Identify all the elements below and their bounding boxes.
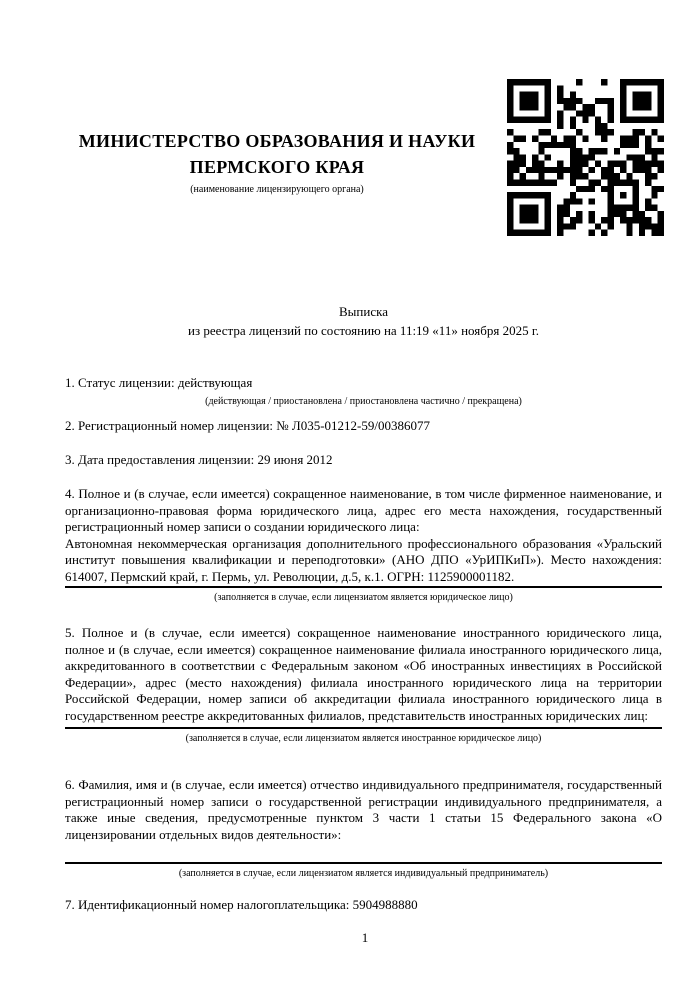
ministry-name-line1: МИНИСТЕРСТВО ОБРАЗОВАНИЯ И НАУКИ: [78, 131, 476, 151]
qr-code: [507, 79, 664, 236]
document-title: [65, 303, 662, 340]
legal-entity-intro: 4. Полное и (в случае, если имеется) сокращенное наименование, в том числе фирменное наименование, и организационно-правовая форма юридического лица, адрес его места нахождения, государственный регистрационный номер записи о создании юридического лица:: [65, 486, 662, 534]
item-license-status: [65, 375, 662, 408]
license-status-text: 1. Статус лицензии: действующая: [65, 375, 253, 390]
page-number: 1: [361, 930, 369, 945]
authority-caption: (наименование лицензирующего органа): [190, 184, 364, 195]
legal-entity-value: Автономная некоммерческая организация дополнительного профессионального образования «Уральский институт повышения квалификации и переподготовки» (АНО ДПО «УрИПКиП»). Место нахождения: 614007, Пермский край, г. Пермь, ул. Революции, д.5, к.1. ОГРН: 1125900001182.: [65, 536, 662, 589]
entrepreneur-blank-field: [65, 843, 662, 864]
foreign-entity-blank-field: [65, 724, 662, 729]
item-grant-date: [65, 452, 662, 469]
item-entrepreneur: [65, 777, 662, 880]
license-status-options-caption: (действующая / приостановлена / приостановлена частично / прекращена): [205, 395, 522, 407]
entrepreneur-caption: (заполняется в случае, если лицензиатом является индивидуальный предприниматель): [178, 868, 549, 879]
entrepreneur-intro: 6. Фамилия, имя и (в случае, если имеется) отчество индивидуального предпринимателя, государственный регистрационный номер записи о государственной регистрации индивидуального предпринимателя, а также иные сведения, предусмотренные пунктом 3 части 1 статьи 15 Федерального закона «О лицензировании отдельных видов деятельности»:: [65, 777, 662, 842]
document-title-line2: из реестра лицензий по состоянию на 11:19 «11» ноября 2025 г.: [188, 322, 539, 338]
grant-date-text: 3. Дата предоставления лицензии: 29 июня 2012: [65, 452, 333, 467]
ministry-name-line2: ПЕРМСКОГО КРАЯ: [189, 157, 365, 177]
registration-number-text: 2. Регистрационный номер лицензии: № Л035-01212-59/00386077: [65, 418, 431, 433]
document-title-line1: Выписка: [339, 304, 388, 319]
item-legal-entity: [65, 486, 662, 604]
item-registration-number: [65, 418, 662, 435]
item-foreign-entity: [65, 625, 662, 745]
licensing-authority-header: [65, 128, 489, 195]
taxpayer-id-text: 7. Идентификационный номер налогоплательщика: 5904988880: [65, 897, 418, 912]
foreign-entity-caption: (заполняется в случае, если лицензиатом является иностранное юридическое лицо): [185, 733, 542, 744]
item-taxpayer-id: [65, 897, 662, 914]
legal-entity-caption: (заполняется в случае, если лицензиатом является юридическое лицо): [214, 592, 513, 603]
foreign-entity-intro: 5. Полное и (в случае, если имеется) сокращенное наименование иностранного юридического лица, полное и (в случае, если имеется) сокращенное наименование филиала иностранного юридического лица, аккредитованного в соответствии с Федеральным законом «Об иностранных инвестициях в Российской Федерации», адрес (место нахождения) филиала иностранного юридического лица на территории Российской Федерации, номер записи об аккредитации филиала иностранного юридического лица в государственном реестре аккредитованных филиалов, представительств иностранных юридических лиц:: [65, 625, 662, 723]
